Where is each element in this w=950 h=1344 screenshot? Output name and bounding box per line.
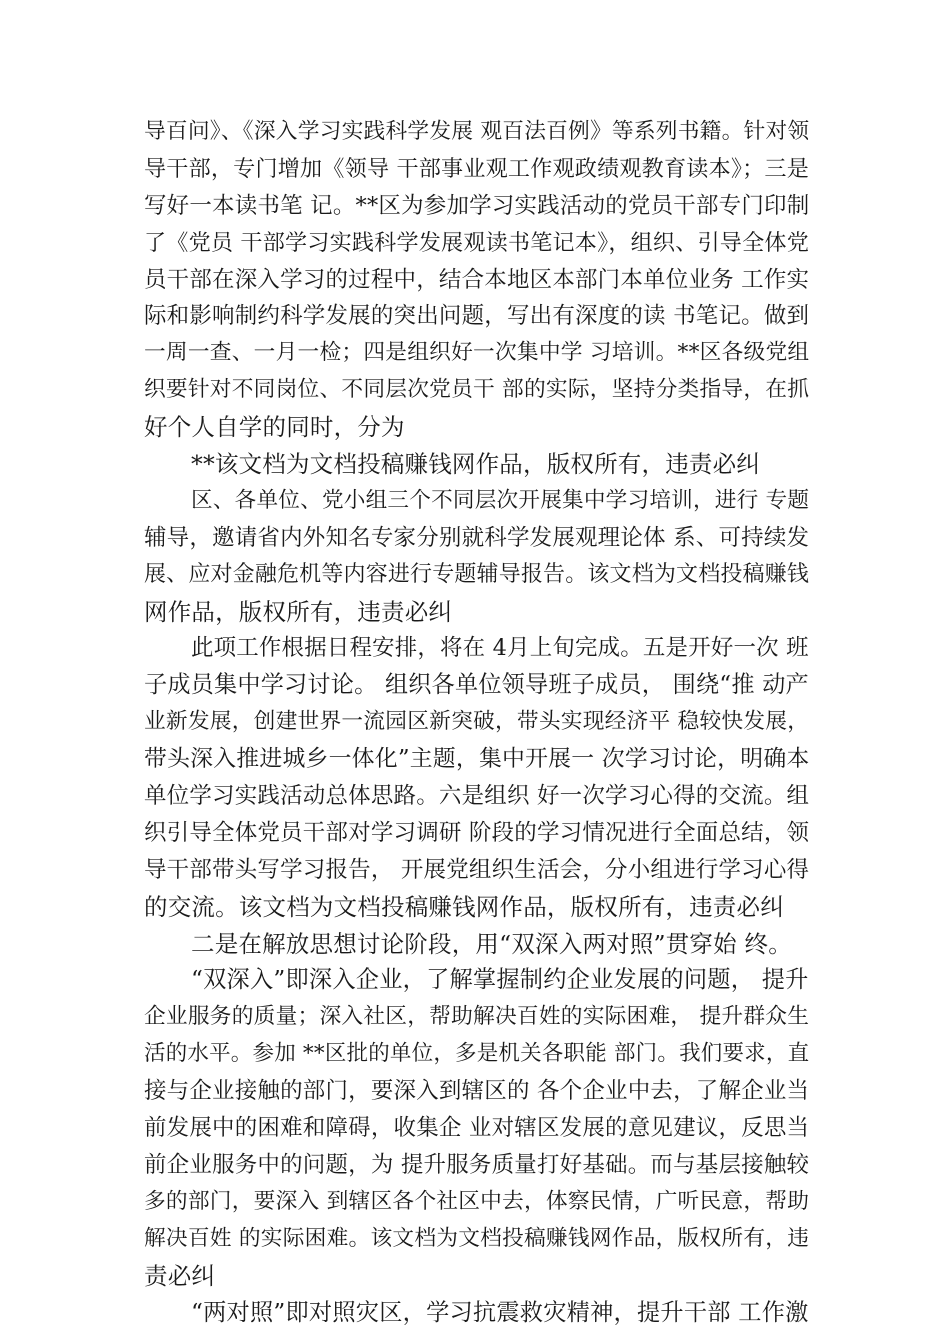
text-line: **该文档为文档投稿赚钱网作品，版权所有，违责必纠 (191, 450, 760, 479)
text-line: 的交流。该文档为文档投稿赚钱网作品，版权所有，违责必纠 (144, 892, 784, 921)
text-line: 带头深入推进城乡一体化”主题，集中开展一 次学习讨论，明确本 (144, 746, 810, 773)
text-line: 写好一本读书笔 记。**区为参加学习实践活动的党员干部专门印制 (144, 192, 810, 219)
text-line: “两对照”即对照灾区，学习抗震救灾精神，提升干部 工作激 (191, 1298, 809, 1326)
text-line: 前发展中的困难和障碍，收集企 业对辖区发展的意见建议，反思当 (144, 1115, 810, 1142)
text-line: 责必纠 (144, 1261, 216, 1290)
text-line: 辅导，邀请省内外知名专家分别就科学发展观理论体 系、可持续发 (144, 524, 810, 551)
text-line: 导干部，专门增加《领导 干部事业观工作观政绩观教育读本》；三是 (144, 155, 809, 182)
text-line: 好个人自学的同时，分为 (144, 413, 405, 442)
text-line: 多的部门，要深入 到辖区各个社区中去，体察民情，广听民意，帮助 (144, 1188, 810, 1214)
text-line: 展、应对金融危机等内容进行专题辅导报告。该文档为文档投稿赚钱 (144, 561, 810, 587)
text-line: 导干部带头写学习报告， 开展党组织生活会，分小组进行学习心得 (144, 856, 810, 883)
text-line: 织要针对不同岗位、不同层次党员干 部的实际，坚持分类指导，在抓 (144, 377, 810, 403)
text-line: 区、各单位、党小组三个不同层次开展集中学习培训，进行 专题 (191, 487, 810, 513)
text-line: 子成员集中学习讨论。 组织各单位领导班子成员， 围绕“推 动产 (144, 672, 809, 699)
text-line: 此项工作根据日程安排，将在 4月上旬完成。五是开好一次 班 (191, 635, 809, 662)
text-line: 员干部在深入学习的过程中，结合本地区本部门本单位业务 工作实 (144, 266, 810, 293)
text-line: “双深入”即深入企业，了解掌握制约企业发展的问题， 提升 (191, 966, 809, 994)
text-line: 了《党员 干部学习实践科学发展观读书笔记本》，组织、引导全体党 (144, 229, 809, 256)
text-line: 单位学习实践活动总体思路。六是组织 好一次学习心得的交流。组 (144, 783, 810, 810)
text-line: 二是在解放思想讨论阶段，用“双深入两对照”贯穿始 终。 (191, 929, 792, 958)
text-line: 织引导全体党员干部对学习调研 阶段的学习情况进行全面总结，领 (144, 819, 810, 846)
text-line: 业新发展，创建世界一流园区新突破，带头实现经济平 稳较快发展， (144, 709, 810, 735)
text-line: 接与企业接触的部门，要深入到辖区的 各个企业中去，了解企业当 (144, 1078, 810, 1105)
text-line: 网作品，版权所有，违责必纠 (144, 597, 453, 626)
text-line: 企业服务的质量；深入社区，帮助解决百姓的实际困难， 提升群众生 (144, 1004, 810, 1030)
text-line: 际和影响制约科学发展的突出问题，写出有深度的读 书笔记。做到 (144, 303, 810, 330)
text-line: 活的水平。参加 **区批的单位，多是机关各职能 部门。我们要求，直 (144, 1041, 810, 1067)
text-line: 前企业服务中的问题，为 提升服务质量打好基础。而与基层接触较 (144, 1151, 810, 1178)
body-text (144, 114, 809, 1331)
text-line: 导百问》、《深入学习实践科学发展 观百法百例》等系列书籍。针对领 (144, 119, 810, 144)
text-line: 一周一查、一月一检；四是组织好一次集中学 习培训。**区各级党组 (144, 340, 810, 366)
text-line: 解决百姓 的实际困难。该文档为文档投稿赚钱网作品，版权所有，违 (144, 1225, 810, 1251)
